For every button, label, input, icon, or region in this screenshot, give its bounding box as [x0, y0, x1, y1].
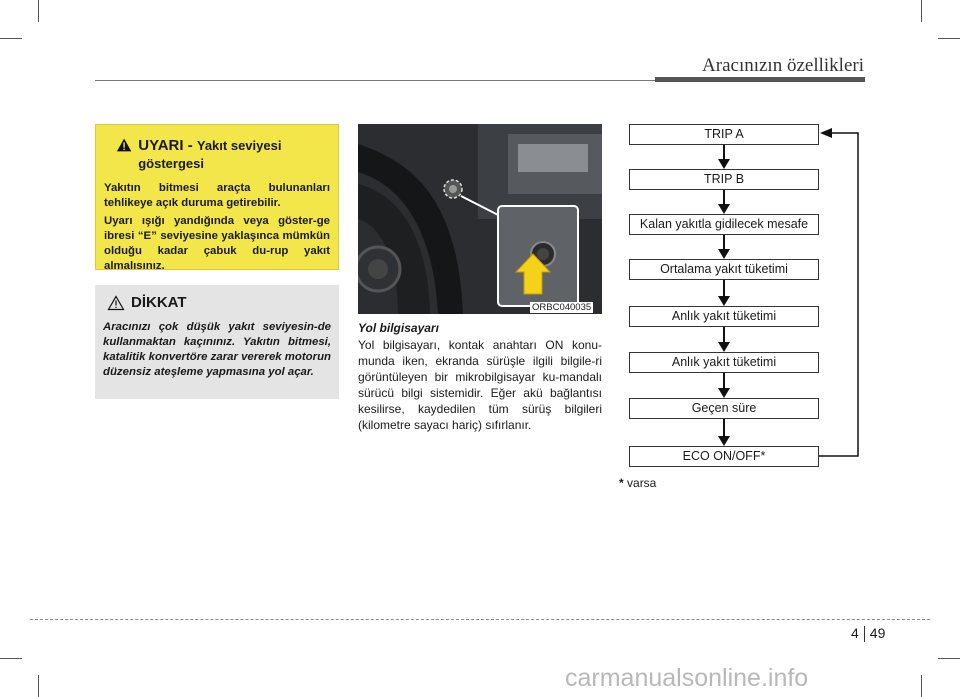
crop-mark — [38, 0, 39, 22]
warning-triangle-icon — [116, 137, 132, 153]
crop-mark — [0, 38, 22, 39]
warning-box — [95, 124, 339, 270]
flow-arrow — [723, 145, 725, 167]
crop-mark — [938, 38, 960, 39]
section-title: Yol bilgisayarı — [358, 321, 439, 335]
flow-item-instant-consumption: Anlık yakıt tüketimi — [629, 306, 819, 327]
flow-arrow — [723, 419, 725, 444]
caution-box — [95, 285, 339, 399]
footnote-star: * — [619, 476, 624, 490]
page-number-value: 49 — [869, 625, 886, 641]
page-separator — [864, 626, 865, 642]
warning-dash: - — [183, 137, 197, 154]
trip-switch-photo — [358, 124, 602, 314]
footer-rule — [30, 619, 930, 620]
watermark: carmanualsonline.info — [565, 664, 809, 692]
steering-wheel-illustration — [358, 124, 602, 314]
flow-item-avg-consumption: Ortalama yakıt tüketimi — [629, 259, 819, 280]
warning-paragraph: Uyarı ışığı yandığında veya göster-ge ibresi “E” seviyesine yaklaşınca mümkün olduğu kadar çabuk du-rup yakıt almalısınız. — [104, 215, 330, 272]
warning-subtitle: Yakıt seviyesi göstergesi — [138, 138, 282, 171]
section-body: Yol bilgisayarı, kontak anahtarı ON konu-munda iken, ekranda sürüşle ilgili bilgile-ri görüntüleyen bir mikrobilgisayar ku-mandalı sürücü bilgi sistemidir. Eğer akü bağlantısı kesilirse, kaydedilen tüm sürüş bilgileri (kilometre sayacı hariç) sıfırlanır. — [358, 338, 602, 432]
flow-arrow — [723, 235, 725, 257]
crop-mark — [921, 675, 922, 697]
flow-item-range: Kalan yakıtla gidilecek mesafe — [629, 214, 819, 235]
caution-label: DİKKAT — [131, 294, 187, 311]
flow-item-instant-consumption: Anlık yakıt tüketimi — [629, 352, 819, 373]
flow-item-eco: ECO ON/OFF* — [629, 446, 819, 467]
chapter-title: Aracınızın özellikleri — [702, 55, 864, 76]
footnote — [619, 476, 656, 490]
flow-arrow — [723, 373, 725, 396]
flow-arrow — [723, 280, 725, 304]
crop-mark — [938, 658, 960, 659]
crop-mark — [921, 0, 922, 22]
warning-label: UYARI — [138, 137, 184, 154]
flow-item-trip-a: TRIP A — [629, 124, 819, 145]
warning-header — [116, 137, 330, 173]
crop-mark — [38, 675, 39, 697]
header-bar — [655, 77, 865, 82]
flow-arrow — [723, 327, 725, 350]
page-number — [851, 625, 885, 642]
crop-mark — [0, 658, 22, 659]
warning-body — [104, 181, 330, 274]
caution-triangle-icon — [107, 295, 125, 311]
caution-text: Aracınızı çok düşük yakıt seviyesin-de kullanmaktan kaçınınız. Yakıtın bitmesi, katalitik konvertöre zarar vererek motorun düzensiz ateşleme yapmasına yol açar. — [103, 321, 331, 378]
photo-code: ORBC040035 — [532, 302, 592, 313]
flow-item-trip-b: TRIP B — [629, 169, 819, 190]
caution-header — [107, 294, 331, 311]
footnote-text: varsa — [627, 476, 657, 490]
warning-paragraph: Yakıtın bitmesi araçta bulunanları tehlikeye açık duruma getirebilir. — [104, 182, 330, 209]
flow-item-elapsed-time: Geçen süre — [629, 398, 819, 419]
chapter-number: 4 — [851, 625, 859, 641]
flow-arrow — [723, 190, 725, 212]
